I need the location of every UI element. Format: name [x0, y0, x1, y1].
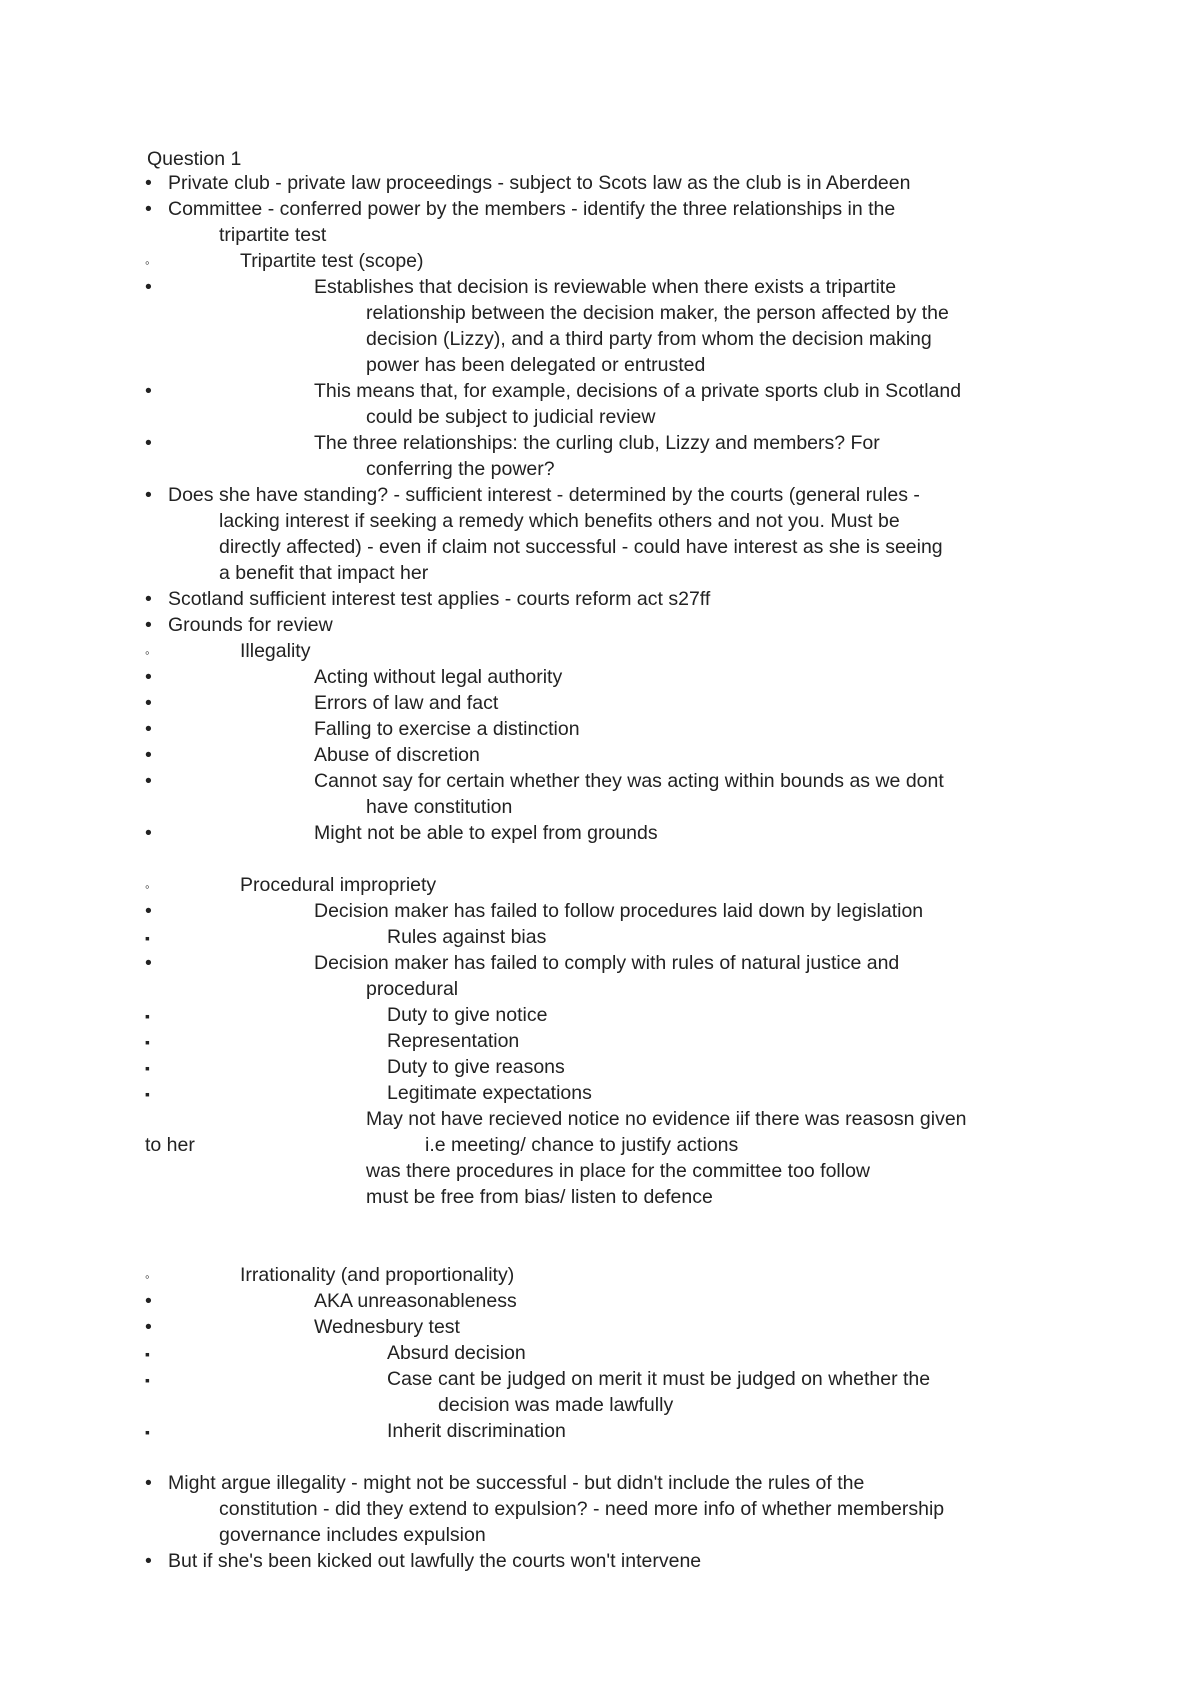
- continuation-text: was there procedures in place for the committee too follow: [366, 1160, 871, 1182]
- continuation-text: power has been delegated or entrusted: [366, 354, 706, 376]
- bullet-text: Irrationality (and proportionality): [240, 1264, 515, 1286]
- bullet-text: Duty to give notice: [387, 1004, 548, 1026]
- bullet-marker: [145, 768, 152, 794]
- bullet-marker: [145, 170, 152, 196]
- bullet-text: Duty to give reasons: [387, 1056, 565, 1078]
- bullet-marker: [145, 248, 150, 276]
- bullet-text: Establishes that decision is reviewable when there exists a tripartite: [314, 276, 897, 298]
- bullet-text: Decision maker has failed to comply with rules of natural justice and: [314, 952, 900, 974]
- continuation-text: lacking interest if seeking a remedy which benefits others and not you. Must be: [219, 510, 900, 532]
- continuation-text: conferring the power?: [366, 458, 555, 480]
- continuation-text: i.e meeting/ chance to justify actions: [425, 1134, 739, 1156]
- bullet-text: AKA unreasonableness: [314, 1290, 517, 1312]
- bullet-marker: [145, 430, 152, 456]
- continuation-text: tripartite test: [219, 224, 327, 246]
- continuation-text: decision was made lawfully: [438, 1394, 674, 1416]
- bullet-marker: [145, 1548, 152, 1574]
- bullet-text: Acting without legal authority: [314, 666, 563, 688]
- bullet-marker: [145, 1262, 150, 1290]
- continuation-text: May not have recieved notice no evidence iif there was reasosn given: [366, 1108, 967, 1130]
- bullet-text: Cannot say for certain whether they was acting within bounds as we dont: [314, 770, 944, 792]
- bullet-text: Inherit discrimination: [387, 1420, 566, 1442]
- bullet-text: The three relationships: the curling club, Lizzy and members? For: [314, 432, 880, 454]
- bullet-text: Abuse of discretion: [314, 744, 480, 766]
- bullet-text: Private club - private law proceedings - subject to Scots law as the club is in Aberdeen: [168, 172, 911, 194]
- bullet-marker: [145, 1340, 150, 1367]
- bullet-marker: [145, 274, 152, 300]
- bullet-text: Might not be able to expel from grounds: [314, 822, 658, 844]
- bullet-text: Errors of law and fact: [314, 692, 499, 714]
- bullet-text: Wednesbury test: [314, 1316, 460, 1338]
- bullet-text: Does she have standing? - sufficient interest - determined by the courts (general rules -: [168, 484, 920, 506]
- bullet-text: Absurd decision: [387, 1342, 526, 1364]
- bullet-marker: [145, 716, 152, 742]
- bullet-marker: [145, 924, 150, 951]
- bullet-marker: [145, 1080, 150, 1107]
- bullet-marker: [145, 872, 150, 900]
- continuation-text: have constitution: [366, 796, 513, 818]
- bullet-marker: [145, 378, 152, 404]
- bullet-marker: [145, 1054, 150, 1081]
- bullet-marker: [145, 1002, 150, 1029]
- bullet-text: This means that, for example, decisions of a private sports club in Scotland: [314, 380, 962, 402]
- bullet-text: Scotland sufficient interest test applies - courts reform act s27ff: [168, 588, 711, 610]
- bullet-text: Falling to exercise a distinction: [314, 718, 580, 740]
- continuation-text: procedural: [366, 978, 459, 1000]
- continuation-text: governance includes expulsion: [219, 1524, 486, 1546]
- bullet-text: Decision maker has failed to follow procedures laid down by legislation: [314, 900, 924, 922]
- bullet-text: Rules against bias: [387, 926, 547, 948]
- bullet-marker: [145, 1470, 152, 1496]
- bullet-marker: [145, 1028, 150, 1055]
- bullet-text: Representation: [387, 1030, 520, 1052]
- bullet-text: Tripartite test (scope): [240, 250, 424, 272]
- bullet-text: Legitimate expectations: [387, 1082, 592, 1104]
- bullet-marker: [145, 742, 152, 768]
- bullet-text: Grounds for review: [168, 614, 333, 636]
- bullet-marker: [145, 612, 152, 638]
- bullet-marker: [145, 638, 150, 666]
- continuation-text: to her: [145, 1134, 195, 1156]
- bullet-marker: [145, 1418, 150, 1445]
- question-heading: Question 1: [147, 148, 242, 170]
- bullet-marker: [145, 690, 152, 716]
- bullet-text: Committee - conferred power by the members - identify the three relationships in the: [168, 198, 896, 220]
- bullet-marker: [145, 1288, 152, 1314]
- bullet-marker: [145, 950, 152, 976]
- continuation-text: directly affected) - even if claim not successful - could have interest as she is seeing: [219, 536, 943, 558]
- bullet-marker: [145, 482, 152, 508]
- bullet-text: Case cant be judged on merit it must be judged on whether the: [387, 1368, 931, 1390]
- bullet-marker: [145, 196, 152, 222]
- bullet-text: Illegality: [240, 640, 311, 662]
- bullet-text: Procedural impropriety: [240, 874, 437, 896]
- bullet-marker: [145, 664, 152, 690]
- bullet-text: But if she's been kicked out lawfully the courts won't intervene: [168, 1550, 702, 1572]
- bullet-marker: [145, 586, 152, 612]
- continuation-text: decision (Lizzy), and a third party from whom the decision making: [366, 328, 932, 350]
- bullet-marker: [145, 820, 152, 846]
- bullet-marker: [145, 898, 152, 924]
- continuation-text: constitution - did they extend to expulsion? - need more info of whether membership: [219, 1498, 945, 1520]
- continuation-text: a benefit that impact her: [219, 562, 429, 584]
- bullet-marker: [145, 1366, 150, 1393]
- continuation-text: relationship between the decision maker, the person affected by the: [366, 302, 949, 324]
- continuation-text: must be free from bias/ listen to defence: [366, 1186, 713, 1208]
- bullet-marker: [145, 1314, 152, 1340]
- continuation-text: could be subject to judicial review: [366, 406, 656, 428]
- bullet-text: Might argue illegality - might not be successful - but didn't include the rules of the: [168, 1472, 865, 1494]
